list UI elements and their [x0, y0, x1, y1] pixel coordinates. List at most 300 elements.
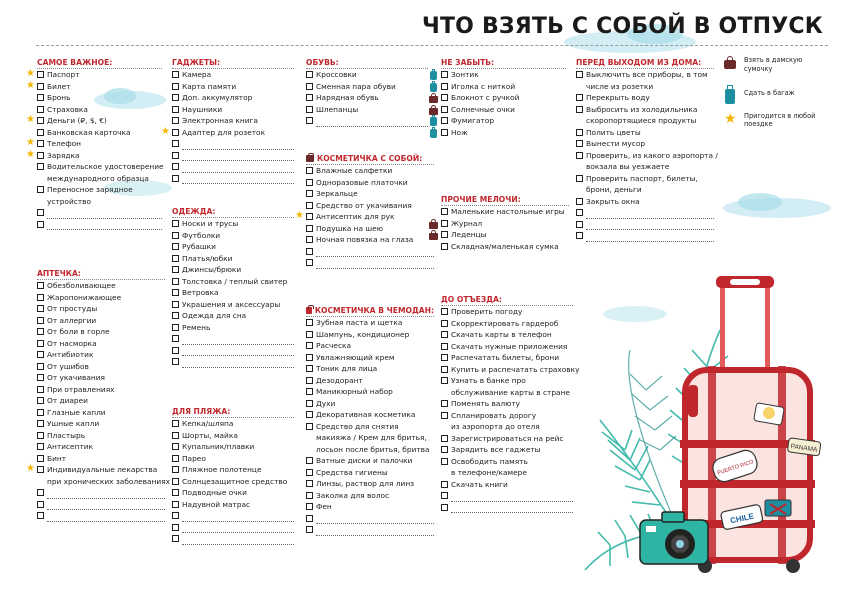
checkbox[interactable] — [37, 340, 44, 347]
checklist-item — [306, 165, 434, 177]
checklist-item — [37, 361, 165, 373]
item-label: Антисептик для рук — [316, 212, 395, 221]
section-title: НЕ ЗАБЫТЬ: — [441, 57, 566, 69]
checklist-item — [295, 210, 434, 223]
luggage-icon — [429, 127, 438, 137]
item-label: Увлажняющий крем — [316, 352, 395, 362]
checkbox[interactable] — [172, 220, 179, 227]
checkbox[interactable] — [441, 343, 448, 350]
checkbox[interactable] — [37, 512, 44, 519]
checklist-item — [172, 299, 294, 311]
item-label: Антисептик — [47, 442, 94, 451]
blank-checklist-item — [576, 219, 714, 231]
checklist-item-continuation: международного образца — [47, 173, 149, 183]
item-label: Купальник/плавки — [182, 442, 255, 451]
checklist-item — [306, 490, 434, 502]
blank-checklist-item — [172, 138, 294, 150]
checkbox[interactable] — [37, 94, 44, 101]
checkbox[interactable] — [172, 301, 179, 308]
checkbox[interactable] — [306, 342, 313, 349]
checklist-item — [26, 79, 162, 93]
checkbox[interactable] — [441, 331, 448, 338]
checkbox[interactable] — [306, 388, 313, 395]
star-icon: ★ — [295, 210, 304, 221]
section-title: ДЛЯ ПЛЯЖА: — [172, 406, 294, 418]
checkbox[interactable] — [37, 305, 44, 312]
checkbox[interactable] — [172, 489, 179, 496]
checkbox[interactable] — [172, 524, 179, 531]
checkbox[interactable] — [172, 83, 179, 90]
item-label: Подводные очки — [182, 488, 247, 497]
checkbox[interactable] — [441, 400, 448, 407]
checklist-item — [306, 200, 434, 212]
item-label: От укачивания — [47, 373, 105, 382]
checklist-item — [37, 104, 162, 116]
checkbox[interactable] — [172, 501, 179, 508]
item-label: Ремень — [182, 322, 211, 332]
section-title: АПТЕЧКА: — [37, 268, 165, 280]
checkbox[interactable] — [37, 221, 44, 228]
item-label: Украшения и аксессуары — [182, 299, 281, 309]
item-label: Нож — [451, 127, 468, 137]
sticker-chile: CHILE — [729, 511, 755, 526]
checklist-item-continuation: при хронических заболеваниях — [47, 476, 171, 486]
checkbox[interactable] — [441, 320, 448, 327]
checklist-item — [441, 479, 573, 491]
checkbox[interactable] — [172, 163, 179, 170]
checklist-item — [172, 441, 294, 453]
checkbox[interactable] — [306, 480, 313, 487]
item-label: Скачать книги — [451, 479, 508, 489]
purse-icon — [429, 93, 438, 103]
item-label: Проверить, из какого аэропорта / — [586, 150, 718, 160]
checkbox[interactable] — [441, 231, 448, 238]
item-label: Декоративная косметика — [316, 410, 416, 419]
checklist-item — [306, 223, 434, 235]
checkbox[interactable] — [37, 317, 44, 324]
item-label: От аллергии — [47, 315, 97, 325]
blank-checklist-item — [172, 173, 294, 185]
checklist-item — [37, 280, 165, 292]
blank-line — [182, 348, 294, 356]
item-label: Одноразовые платочки — [316, 177, 408, 187]
checklist-item — [441, 456, 573, 468]
checklist-item-continuation: скоропортящиеся продукты — [586, 116, 697, 125]
blank-checklist-item — [37, 499, 165, 511]
item-label: Жаропонижающее — [47, 292, 122, 302]
item-label: Средства гигиены — [316, 467, 388, 477]
checkbox[interactable] — [306, 319, 313, 326]
checkbox[interactable] — [306, 365, 313, 372]
checkbox[interactable] — [306, 469, 313, 476]
item-label: Дезодорант — [316, 375, 363, 385]
blank-checklist-item — [37, 219, 162, 231]
item-label: Ветровка — [182, 288, 219, 297]
item-label: Влажные салфетки — [316, 166, 393, 175]
item-label: Билет — [47, 81, 71, 91]
blank-checklist-item — [172, 356, 294, 368]
checkbox[interactable] — [306, 213, 313, 220]
checkbox[interactable] — [306, 248, 313, 255]
checkbox[interactable] — [37, 294, 44, 301]
checklist-item — [306, 234, 434, 246]
checkbox[interactable] — [172, 71, 179, 78]
checklist-item — [172, 464, 294, 476]
checkbox[interactable] — [37, 163, 44, 170]
checkbox[interactable] — [306, 202, 313, 209]
checkbox[interactable] — [576, 209, 583, 216]
checklist-item-continuation: устройство — [47, 196, 92, 206]
checkbox[interactable] — [37, 117, 44, 124]
blank-checklist-item — [306, 513, 434, 525]
blank-checklist-item — [306, 115, 428, 127]
checkbox[interactable] — [172, 466, 179, 473]
checkbox[interactable] — [306, 331, 313, 338]
section-gadgets — [161, 57, 294, 184]
checkbox[interactable] — [172, 535, 179, 542]
checkbox[interactable] — [172, 420, 179, 427]
checklist-item — [441, 341, 573, 353]
checkbox[interactable] — [306, 400, 313, 407]
blank-line — [182, 165, 294, 173]
checkbox[interactable] — [441, 106, 448, 113]
checklist-item — [441, 433, 573, 445]
checklist-item — [172, 322, 294, 334]
purse-icon — [724, 56, 736, 68]
checklist-item-continuation: обслуживание карты в стране — [451, 387, 570, 397]
checkbox[interactable] — [441, 412, 448, 419]
checkbox[interactable] — [306, 236, 313, 243]
checklist-item — [172, 218, 294, 230]
item-label: Шампунь, кондиционер — [316, 329, 410, 339]
blank-checklist-item — [37, 487, 165, 499]
checkbox[interactable] — [172, 152, 179, 159]
item-label: Страховка — [47, 104, 88, 114]
item-label: Леденцы — [451, 230, 487, 239]
checkbox[interactable] — [441, 504, 448, 511]
checkbox[interactable] — [37, 106, 44, 113]
checklist-item — [37, 372, 165, 384]
checkbox[interactable] — [306, 71, 313, 78]
checkbox[interactable] — [172, 94, 179, 101]
checkbox[interactable] — [172, 117, 179, 124]
blank-line — [47, 502, 165, 510]
checkbox[interactable] — [37, 374, 44, 381]
checkbox[interactable] — [172, 289, 179, 296]
item-label: Спланировать дорогу — [451, 410, 537, 420]
item-label: Расческа — [316, 341, 352, 350]
checkbox[interactable] — [37, 129, 44, 136]
checkbox[interactable] — [306, 411, 313, 418]
checkbox[interactable] — [306, 259, 313, 266]
checkbox[interactable] — [576, 129, 583, 136]
blank-line — [586, 234, 714, 242]
checkbox[interactable] — [306, 503, 313, 510]
checkbox[interactable] — [441, 117, 448, 124]
checkbox[interactable] — [441, 492, 448, 499]
section-title-text: КОСМЕТИЧКА С СОБОЙ: — [317, 153, 423, 163]
checkbox[interactable] — [172, 243, 179, 250]
checklist-item — [441, 69, 566, 81]
checklist-item — [306, 69, 428, 81]
checklist-item — [306, 455, 434, 467]
checkbox[interactable] — [37, 386, 44, 393]
blank-line — [316, 516, 434, 524]
purse-icon — [429, 230, 438, 240]
blank-checklist-item — [306, 246, 434, 258]
checklist-item — [441, 444, 573, 456]
cloud-decoration — [720, 190, 835, 222]
blank-checklist-item — [172, 150, 294, 162]
item-label: Платья/юбки — [182, 253, 233, 263]
blank-line — [316, 119, 428, 127]
legend-item — [722, 89, 832, 98]
checklist-item — [172, 287, 294, 299]
checkbox[interactable] — [576, 152, 583, 159]
checkbox[interactable] — [37, 443, 44, 450]
checkbox[interactable] — [441, 458, 448, 465]
blank-line — [182, 525, 294, 533]
checkbox[interactable] — [306, 117, 313, 124]
blank-checklist-item — [441, 490, 573, 502]
checkbox[interactable] — [306, 457, 313, 464]
star-icon: ★ — [26, 137, 35, 148]
checkbox[interactable] — [441, 308, 448, 315]
suitcase-handle — [716, 276, 774, 373]
checklist-item — [576, 69, 714, 81]
section-title — [306, 153, 434, 165]
checkbox[interactable] — [441, 71, 448, 78]
checklist-item — [306, 340, 434, 352]
checkbox[interactable] — [37, 71, 44, 78]
item-label: Скорректировать гардероб — [451, 318, 559, 328]
checkbox[interactable] — [306, 423, 313, 430]
checklist-item — [441, 218, 569, 230]
checkbox[interactable] — [172, 106, 179, 113]
blank-line — [47, 211, 162, 219]
checkbox[interactable] — [441, 83, 448, 90]
checklist-item — [306, 375, 434, 387]
checkbox[interactable] — [441, 220, 448, 227]
checkbox[interactable] — [172, 266, 179, 273]
checkbox[interactable] — [37, 363, 44, 370]
checkbox[interactable] — [441, 208, 448, 215]
checkbox[interactable] — [37, 83, 44, 90]
checkbox[interactable] — [576, 140, 583, 147]
checkbox[interactable] — [172, 455, 179, 462]
checkbox[interactable] — [576, 71, 583, 78]
checkbox[interactable] — [441, 481, 448, 488]
checklist-item — [37, 407, 165, 419]
item-label: От диареи — [47, 396, 88, 405]
checkbox[interactable] — [306, 94, 313, 101]
section-important — [26, 57, 164, 230]
checkbox[interactable] — [306, 354, 313, 361]
checkbox[interactable] — [37, 397, 44, 404]
checkbox[interactable] — [576, 94, 583, 101]
item-label: Ушные капли — [47, 419, 100, 428]
checklist-item — [576, 92, 714, 104]
item-label: Скачать нужные приложения — [451, 341, 568, 351]
checkbox[interactable] — [172, 232, 179, 239]
luggage-icon — [429, 81, 438, 91]
checklist-item — [306, 398, 434, 410]
item-label: Выбросить из холодильника — [586, 104, 698, 114]
checkbox[interactable] — [576, 106, 583, 113]
item-label: Средство от укачивания — [316, 200, 412, 210]
checkbox[interactable] — [306, 83, 313, 90]
item-label: Солнечные очки — [451, 104, 515, 114]
checklist-item — [441, 410, 573, 422]
section-title-text: КОСМЕТИЧКА В ЧЕМОДАН: — [314, 305, 434, 315]
checkbox[interactable] — [37, 466, 44, 473]
blank-line — [182, 142, 294, 150]
checkbox[interactable] — [172, 278, 179, 285]
checkbox[interactable] — [37, 455, 44, 462]
checkbox[interactable] — [172, 347, 179, 354]
checkbox[interactable] — [576, 198, 583, 205]
checklist-item — [37, 127, 162, 139]
checkbox[interactable] — [172, 255, 179, 262]
checkbox[interactable] — [172, 432, 179, 439]
checklist-item-continuation: лосьон после бритья, бритва — [316, 444, 430, 454]
checklist-item — [37, 430, 165, 442]
camera-icon — [640, 512, 708, 564]
checklist-item — [37, 418, 165, 430]
blank-checklist-item — [37, 510, 165, 522]
checkbox[interactable] — [172, 443, 179, 450]
section-title: ДО ОТЪЕЗДА: — [441, 294, 573, 306]
section-beach — [172, 406, 294, 545]
checkbox[interactable] — [37, 140, 44, 147]
checklist-item — [306, 386, 434, 398]
checkbox[interactable] — [172, 312, 179, 319]
checkbox[interactable] — [37, 351, 44, 358]
legend-text: Сдать в багаж — [744, 89, 795, 97]
checklist-item — [37, 349, 165, 361]
checkbox[interactable] — [172, 140, 179, 147]
checkbox[interactable] — [441, 377, 448, 384]
item-label: Средство для снятия — [316, 421, 399, 431]
checkbox[interactable] — [576, 175, 583, 182]
checklist-item — [37, 184, 162, 196]
item-label: При отравлениях — [47, 384, 115, 394]
checkbox[interactable] — [576, 232, 583, 239]
checkbox[interactable] — [37, 409, 44, 416]
legend-text: Пригодится в любой поездке — [744, 111, 816, 128]
item-label: Ватные диски и палочки — [316, 456, 413, 465]
checkbox[interactable] — [37, 186, 44, 193]
checkbox[interactable] — [172, 335, 179, 342]
checklist-item — [441, 398, 573, 410]
blank-line — [47, 491, 165, 499]
item-label: Зубная паста и щетка — [316, 318, 403, 327]
checklist-item — [441, 241, 569, 253]
checkbox[interactable] — [37, 152, 44, 159]
blank-line — [182, 360, 294, 368]
section-cosmetics-bag — [295, 153, 434, 269]
checkbox[interactable] — [37, 420, 44, 427]
checklist-item — [441, 329, 573, 341]
checkbox[interactable] — [306, 225, 313, 232]
checklist-item-continuation: вокзала вы уезжаете — [586, 162, 670, 171]
blank-line — [586, 211, 714, 219]
checkbox[interactable] — [306, 106, 313, 113]
checkbox[interactable] — [441, 354, 448, 361]
item-label: Зонтик — [451, 70, 479, 79]
checklist-item — [37, 315, 165, 327]
checkbox[interactable] — [306, 377, 313, 384]
section-dont-forget — [441, 57, 566, 138]
item-label: Бинт — [47, 453, 67, 463]
checkbox[interactable] — [306, 526, 313, 533]
checklist-item-continuation: в телефоне/камере — [451, 468, 527, 477]
checkbox[interactable] — [37, 489, 44, 496]
star-icon: ★ — [26, 114, 35, 125]
section-clothes — [172, 206, 294, 368]
star-icon: ★ — [26, 68, 35, 79]
checkbox[interactable] — [441, 243, 448, 250]
checkbox[interactable] — [306, 167, 313, 174]
checkbox[interactable] — [37, 432, 44, 439]
checkbox[interactable] — [37, 501, 44, 508]
checkbox[interactable] — [306, 515, 313, 522]
checklist-item — [37, 453, 165, 465]
checkbox[interactable] — [576, 221, 583, 228]
checkbox[interactable] — [441, 129, 448, 136]
checkbox[interactable] — [37, 328, 44, 335]
checkbox[interactable] — [441, 435, 448, 442]
item-label: Доп. аккумулятор — [182, 93, 253, 102]
item-label: Вынести мусор — [586, 139, 646, 148]
checklist-item — [172, 310, 294, 322]
checklist-item-continuation: макияжа / Крем для бритья, — [316, 433, 427, 442]
item-label: Одежда для сна — [182, 311, 247, 320]
item-label: Узнать в банке про — [451, 376, 526, 385]
checkbox[interactable] — [306, 179, 313, 186]
star-icon: ★ — [724, 110, 737, 127]
item-label: Парео — [182, 453, 206, 463]
item-label: Иголка с ниткой — [451, 81, 516, 91]
item-label: Камера — [182, 70, 212, 79]
item-label: Электронная книга — [182, 116, 258, 125]
checkbox[interactable] — [172, 175, 179, 182]
checklist-item-continuation: из аэропорта до отеля — [451, 422, 540, 431]
checkbox[interactable] — [172, 512, 179, 519]
checklist-item — [37, 292, 165, 304]
blank-checklist-item — [441, 502, 573, 514]
legend-item — [722, 112, 832, 129]
checkbox[interactable] — [37, 209, 44, 216]
item-label: Зарядить все гаджеты — [451, 445, 541, 454]
checklist-item-continuation: числе из розетки — [586, 81, 654, 91]
checklist-item — [37, 303, 165, 315]
checkbox[interactable] — [172, 358, 179, 365]
checkbox[interactable] — [306, 190, 313, 197]
checkbox[interactable] — [441, 94, 448, 101]
checkbox[interactable] — [172, 129, 179, 136]
checkbox[interactable] — [441, 366, 448, 373]
section-cosmetics-luggage — [306, 305, 434, 536]
checkbox[interactable] — [441, 446, 448, 453]
item-label: Тоник для лица — [316, 364, 378, 373]
checkbox[interactable] — [172, 324, 179, 331]
checklist-item — [306, 352, 434, 364]
checkbox[interactable] — [306, 492, 313, 499]
luggage-icon — [429, 69, 438, 79]
checkbox[interactable] — [37, 282, 44, 289]
checkbox[interactable] — [172, 478, 179, 485]
